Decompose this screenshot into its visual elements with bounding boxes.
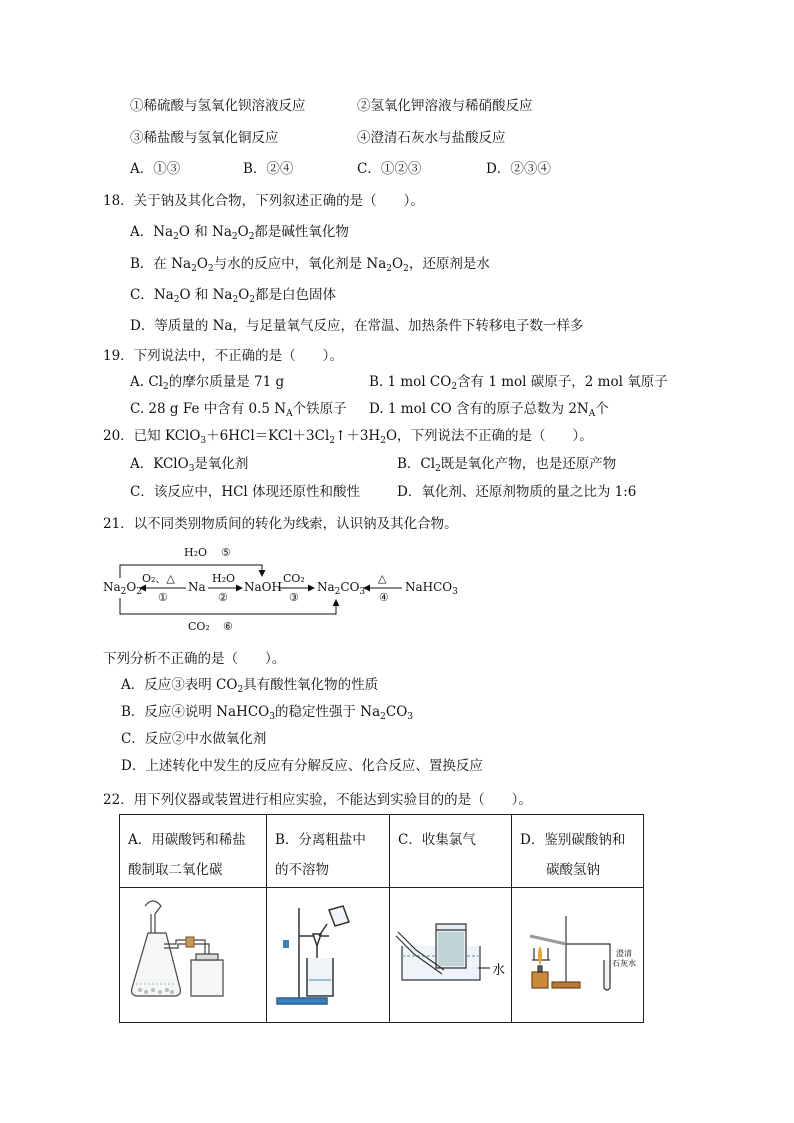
q17-item-2: ②氢氧化钾溶液与稀硝酸反应 [357,98,533,114]
q17-choice-a: A．①③ [130,161,181,177]
q19-option-b: B. 1 mol $CO_2$含有 1 mol 碳原子，2 mol 氧原子 [369,374,668,392]
arrow-6 [120,598,336,614]
reaction-3-condition: CO₂ [283,572,305,585]
cell-b-image [267,888,390,1023]
co2-generator-illustration [120,888,266,1018]
q21-stem: 21．以不同类别物质间的转化为线索，认识钠及其化合物。 [103,516,458,532]
q20-option-d: D．氧化剂、还原剂物质的量之比为 1:6 [397,484,637,500]
reaction-4-condition: △ [378,572,387,585]
reaction-5-condition: H₂O [184,546,208,559]
reaction-6-number: ⑥ [223,620,233,633]
cell-b-label: B．分离粗盐中 的不溶物 [267,815,390,888]
reaction-3-number: ③ [289,591,299,604]
gas-collection-illustration [390,888,511,1018]
q17-choice-b: B．②④ [243,161,294,177]
q19-option-d: D. 1 mol CO 含有的原子总数为 $2N_A$个 [369,401,609,419]
reaction-1-condition: O₂、△ [142,572,175,585]
q21-option-a: A．反应③表明 $CO_2$具有酸性氧化物的性质 [121,677,379,695]
reaction-2-number: ② [218,591,228,604]
reaction-4-number: ④ [379,591,389,604]
q17-choice-d: D．②③④ [486,161,551,177]
limewater-label-1: 澄清 [616,949,632,958]
q20-option-c: C．该反应中，HCl 体现还原性和酸性 [130,484,361,500]
q19-stem: 19．下列说法中，不正确的是（ ）。 [103,348,343,364]
species-nahco3: NaHCO$_3$ [405,580,458,597]
water-label: 水 [492,963,506,978]
species-na: Na [188,580,206,594]
q21-option-d: D．上述转化中发生的反应有分解反应、化合反应、置换反应 [121,758,483,774]
q17-item-4: ④澄清石灰水与盐酸反应 [357,130,506,146]
cell-c-image [390,888,512,1023]
limewater-label-2: 石灰水 [612,959,636,968]
q21-prompt: 下列分析不正确的是（ ）。 [103,651,286,667]
table-row-images [120,888,644,1023]
q22-stem: 22．用下列仪器或装置进行相应实验，不能达到实验目的的是（ ）。 [103,792,532,808]
cell-c-label: C．收集氯气 [390,815,512,888]
q18-option-c: C．$Na_2O$ 和 $Na_2O_2$都是白色固体 [130,287,336,305]
q22-apparatus-table [119,814,644,1023]
q18-option-a: A．$Na_2O$ 和 $Na_2O_2$都是碱性氧化物 [130,224,349,242]
reaction-5-number: ⑤ [221,546,231,559]
reaction-2-condition: H₂O [212,572,236,585]
q17-item-1: ①稀硫酸与氢氧化钡溶液反应 [130,98,306,114]
q20-option-b: B．$Cl_2$既是氧化产物，也是还原产物 [397,456,617,474]
q19-option-c: C. 28 g Fe 中含有 0.5 $N_A$个铁原子 [130,401,347,419]
q17-choice-c: C．①②③ [357,161,422,177]
q18-stem: 18．关于钠及其化合物，下列叙述正确的是（ ）。 [103,193,424,209]
cell-a-image [120,888,267,1023]
species-naoh: NaOH [244,580,282,594]
q21-conversion-diagram [100,540,470,640]
q18-option-b: B．在 $Na_2O_2$与水的反应中，氧化剂是 $Na_2O_2$，还原剂是水 [130,256,490,274]
q21-option-b: B．反应④说明 NaHCO$_3$的稳定性强于 $Na_2CO_3$ [121,704,414,722]
filtration-illustration [267,888,389,1018]
reaction-1-number: ① [158,591,168,604]
q21-option-c: C．反应②中水做氧化剂 [121,731,267,747]
q20-stem: 20．已知 $KClO_3+6HCl=KCl+3Cl_2↑+3H_2O$，下列说法不正确的是（ ）。 [103,428,593,446]
reaction-6-condition: CO₂ [188,620,210,633]
q20-option-a: A．KClO$_3$是氧化剂 [130,456,249,474]
q19-option-a: A. $Cl_2$的摩尔质量是 71 g [130,374,285,392]
thermal-decomposition-illustration [512,888,643,1018]
q18-option-d: D．等质量的 Na，与足量氧气反应，在常温、加热条件下转移电子数一样多 [130,318,584,334]
cell-d-image [512,888,644,1023]
species-na2o2: $Na_2O_2$ [103,580,142,597]
cell-d-label: D．鉴别碳酸钠和 碳酸氢钠 [512,815,644,888]
table-row-labels [120,815,644,888]
cell-a-label: A．用碳酸钙和稀盐 酸制取二氧化碳 [120,815,267,888]
species-na2co3: $Na_2CO_3$ [317,580,366,597]
q17-item-3: ③稀盐酸与氢氧化铜反应 [130,130,279,146]
